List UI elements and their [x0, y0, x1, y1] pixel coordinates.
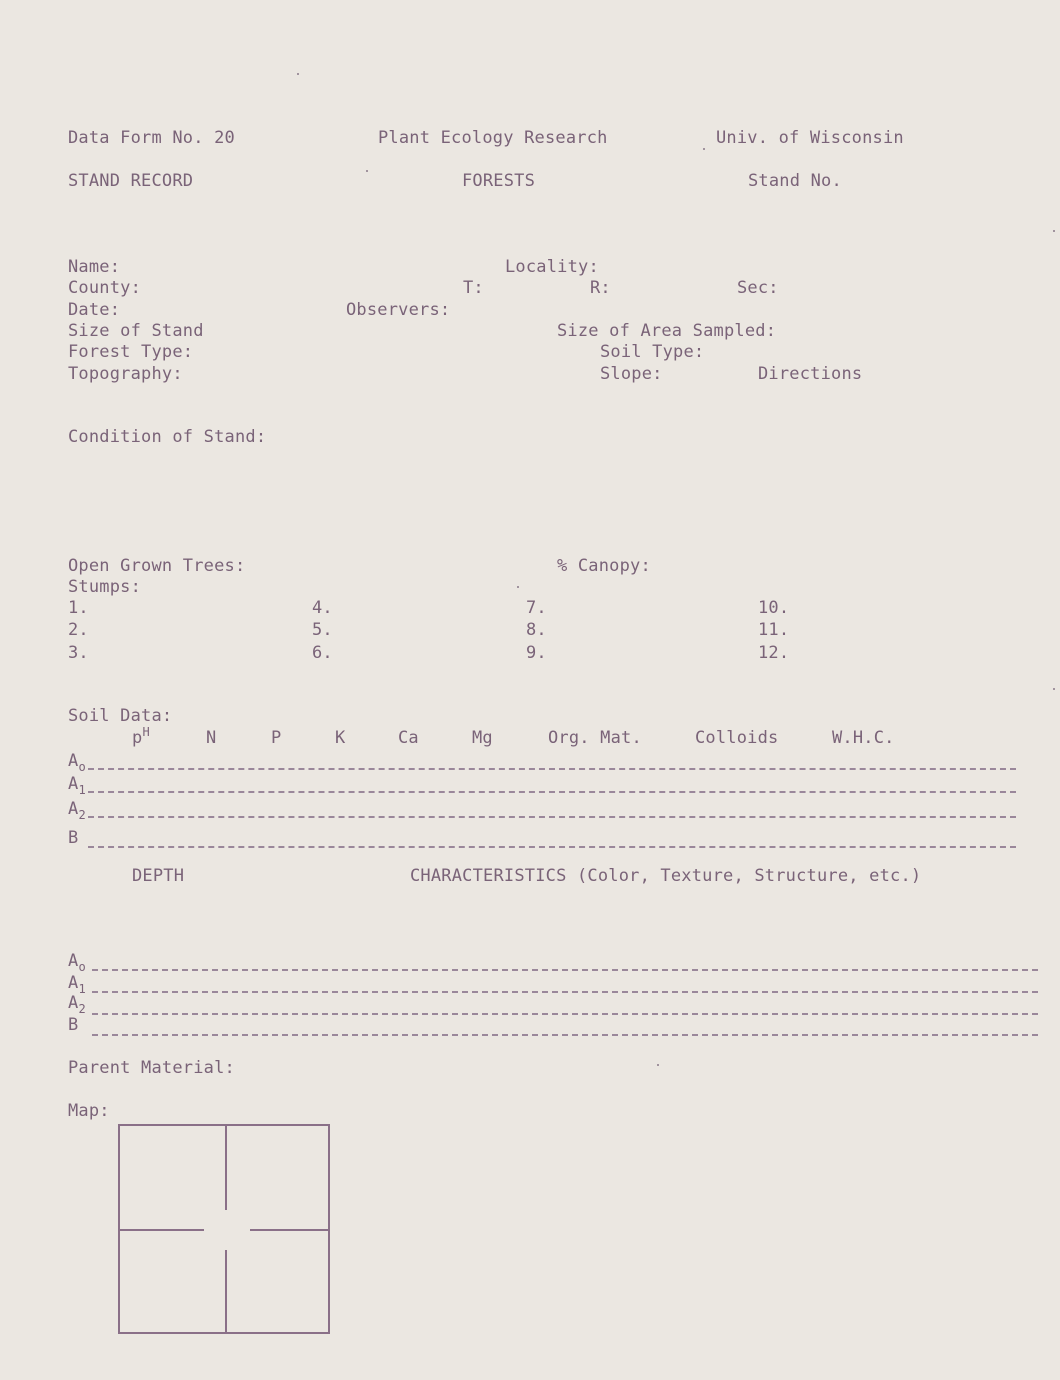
stump-number: 11. [758, 620, 790, 640]
soil-row-line [88, 816, 1016, 818]
col-mg: Mg [472, 728, 493, 748]
open-grown-label: Open Grown Trees: [68, 556, 246, 576]
paper-speck [657, 1064, 659, 1066]
map-label: Map: [68, 1101, 110, 1121]
col-ca: Ca [398, 728, 419, 748]
paper-speck [1053, 230, 1055, 232]
depth-row-line [92, 1034, 1038, 1036]
slope-label: Slope: [600, 364, 663, 384]
col-k: K [335, 728, 346, 748]
soil-row-label: $A_o$ [68, 751, 86, 774]
soil-row-label: $A_1$ [68, 774, 86, 797]
condition-label: Condition of Stand: [68, 427, 267, 447]
stump-number: 12. [758, 643, 790, 663]
stump-number: 1. [68, 598, 89, 618]
stand-number: Stand No. [748, 171, 842, 191]
depth-row-label: $A_o$ [68, 951, 86, 974]
col-ph: $p^H$ [132, 725, 150, 748]
soil-type-label: Soil Type: [600, 342, 705, 362]
paper-speck [297, 73, 299, 75]
col-org-mat: Org. Mat. [548, 728, 642, 748]
paper-speck [703, 148, 705, 150]
stump-number: 3. [68, 643, 89, 663]
university: Univ. of Wisconsin [716, 128, 904, 148]
soil-row-label: B [68, 828, 79, 848]
stump-number: 5. [312, 620, 333, 640]
directions-label: Directions [758, 364, 863, 384]
observers-label: Observers: [346, 300, 451, 320]
stump-number: 8. [526, 620, 547, 640]
stump-number: 6. [312, 643, 333, 663]
stump-number: 7. [526, 598, 547, 618]
col-whc: W.H.C. [832, 728, 895, 748]
size-of-stand-label: Size of Stand [68, 321, 204, 341]
stump-number: 10. [758, 598, 790, 618]
paper-speck [517, 586, 519, 588]
stump-number: 2. [68, 620, 89, 640]
depth-row-label: $A_2$ [68, 993, 86, 1016]
depth-row-label: $A_1$ [68, 973, 86, 996]
soil-row-line [88, 791, 1016, 793]
soil-data-label: Soil Data: [68, 706, 173, 726]
map-grid [118, 1124, 330, 1334]
soil-row-line [88, 846, 1016, 848]
depth-row-label: B [68, 1015, 79, 1035]
soil-row-line [88, 768, 1016, 770]
col-p: P [271, 728, 282, 748]
parent-material-label: Parent Material: [68, 1058, 235, 1078]
topography-label: Topography: [68, 364, 183, 384]
characteristics-heading: CHARACTERISTICS (Color, Texture, Structure, etc.) [410, 866, 922, 886]
stump-number: 9. [526, 643, 547, 663]
date-label: Date: [68, 300, 121, 320]
stumps-label: Stumps: [68, 577, 142, 597]
category-title: FORESTS [462, 171, 536, 191]
record-title: STAND RECORD [68, 171, 194, 191]
paper-speck [366, 170, 368, 172]
depth-heading: DEPTH [132, 866, 185, 886]
col-colloids: Colloids [695, 728, 779, 748]
township-label: T: [463, 278, 484, 298]
county-label: County: [68, 278, 142, 298]
stump-number: 4. [312, 598, 333, 618]
name-label: Name: [68, 257, 121, 277]
locality-label: Locality: [505, 257, 599, 277]
soil-row-label: $A_2$ [68, 799, 86, 822]
range-label: R: [590, 278, 611, 298]
canopy-label: % Canopy: [557, 556, 651, 576]
size-of-area-label: Size of Area Sampled: [557, 321, 777, 341]
organization: Plant Ecology Research [378, 128, 608, 148]
forest-type-label: Forest Type: [68, 342, 194, 362]
form-number: Data Form No. 20 [68, 128, 235, 148]
section-label: Sec: [737, 278, 779, 298]
paper-speck [1053, 688, 1055, 690]
col-n: N [206, 728, 217, 748]
depth-row-line [92, 969, 1038, 971]
depth-row-line [92, 991, 1038, 993]
depth-row-line [92, 1013, 1038, 1015]
